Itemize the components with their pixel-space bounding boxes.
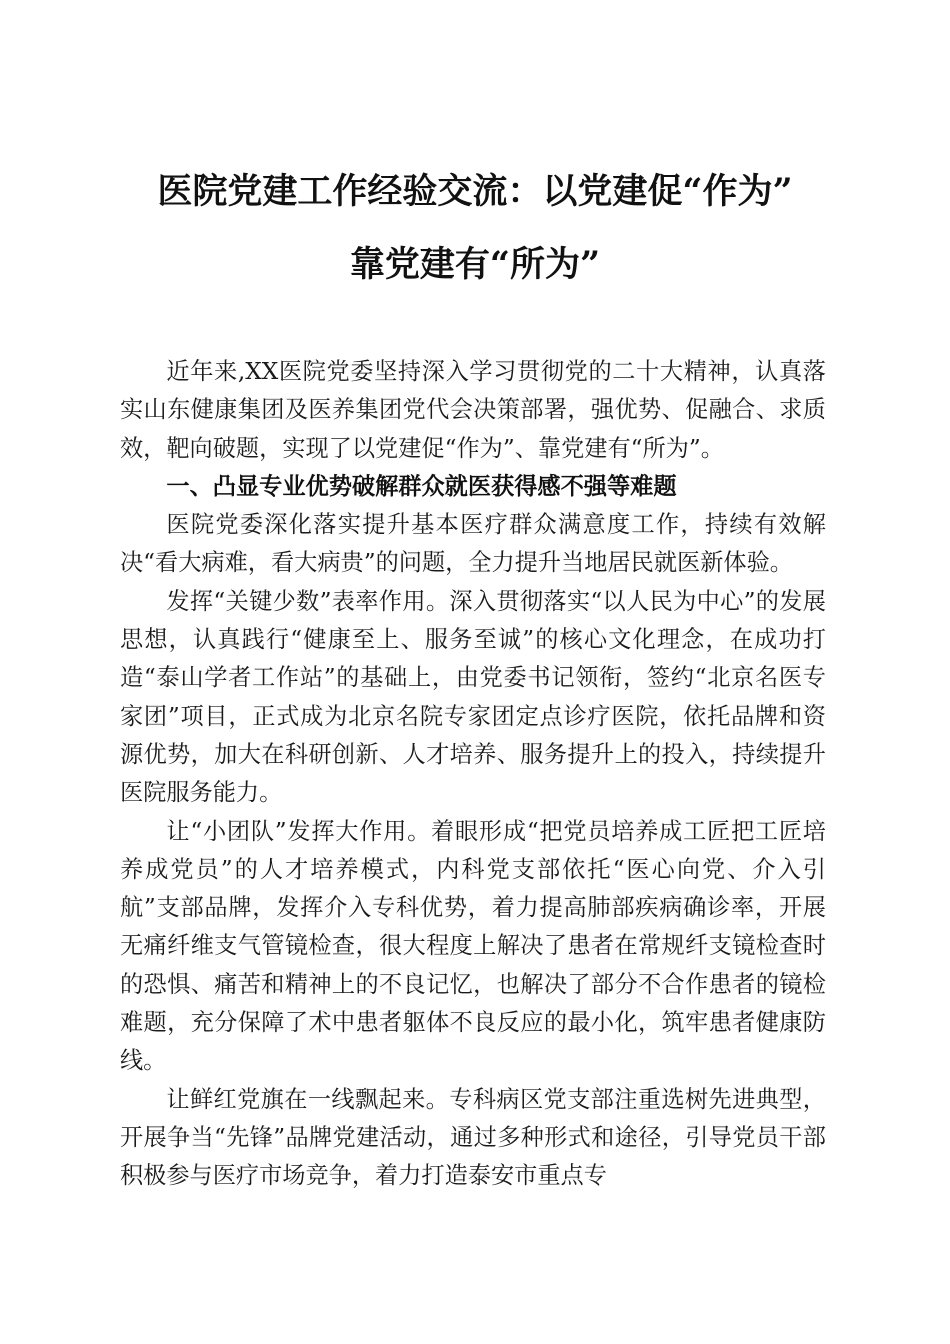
body-paragraph: 发挥“关键少数”表率作用。深入贯彻落实“以人民为中心”的发展思想，认真践行“健康至上、服务至诚”的核心文化理念，在成功打造“泰山学者工作站”的基础上，由党委书记领衔，签约“北京名医专家团”项目，正式成为北京名院专家团定点诊疗医院，依托品牌和资源优势，加大在科研创新、人才培养、服务提升上的投入，持续提升医院服务能力。 xyxy=(120,587,826,807)
document-title-line-2: 靠党建有“所为” xyxy=(349,244,601,285)
body-paragraph: 医院党委深化落实提升基本医疗群众满意度工作，持续有效解决“看大病难，看大病贵”的问题，全力提升当地居民就医新体验。 xyxy=(120,511,826,577)
section-heading-1: 一、凸显专业优势破解群众就医获得感不强等难题 xyxy=(166,472,677,500)
document-title-line-1: 医院党建工作经验交流：以党建促“作为” xyxy=(157,171,793,212)
document-body xyxy=(120,353,826,1196)
body-paragraph: 让鲜红党旗在一线飘起来。专科病区党支部注重选树先进典型，开展争当“先锋”品牌党建活动，通过多种形式和途径，引导党员干部积极参与医疗市场竞争，着力打造泰安市重点专 xyxy=(120,1085,826,1190)
intro-paragraph: 近年来,XX医院党委坚持深入学习贯彻党的二十大精神，认真落实山东健康集团及医养集团党代会决策部署，强优势、促融合、求质效，靶向破题，实现了以党建促“作为”、靠党建有“所为”。 xyxy=(120,358,826,462)
body-paragraph: 让“小团队”发挥大作用。着眼形成“把党员培养成工匠把工匠培养成党员”的人才培养模式，内科党支部依托“医心向党、介入引航”支部品牌，发挥介入专科优势，着力提高肺部疾病确诊率，开展无痛纤维支气管镜检查，很大程度上解决了患者在常规纤支镜检查时的恐惧、痛苦和精神上的不良记忆，也解决了部分不合作患者的镜检难题，充分保障了术中患者躯体不良反应的最小化，筑牢患者健康防线。 xyxy=(120,817,826,1075)
